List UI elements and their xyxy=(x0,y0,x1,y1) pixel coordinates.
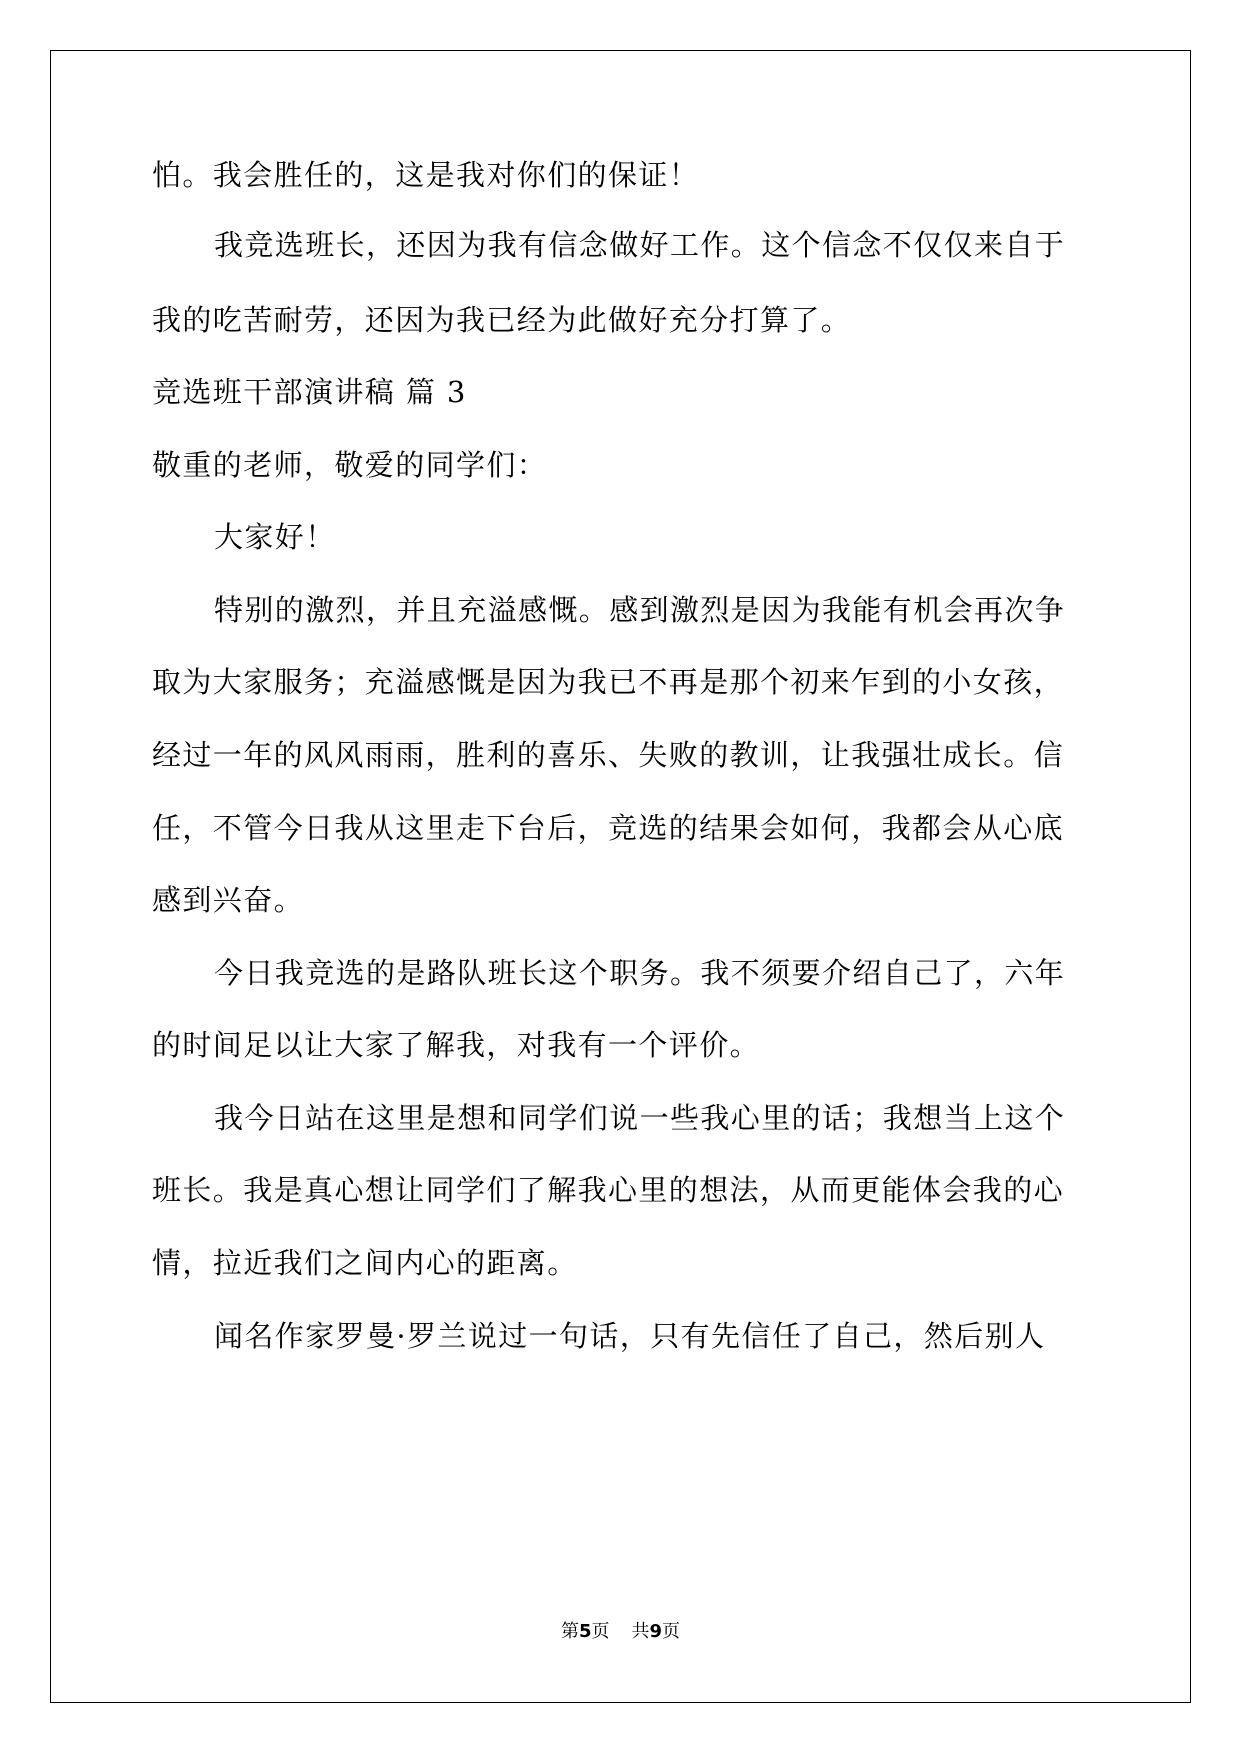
page-prefix: 第 xyxy=(560,1621,579,1642)
paragraph-line: 闻名作家罗曼·罗兰说过一句话，只有先信任了自己，然后别人 xyxy=(214,1319,1046,1353)
salutation: 敬重的老师，敬爱的同学们： xyxy=(152,448,548,482)
total-suffix: 页 xyxy=(662,1621,681,1642)
section-heading: 竞选班干部演讲稿 篇 3 xyxy=(152,375,467,409)
total-prefix: 共 xyxy=(631,1621,650,1642)
page-suffix: 页 xyxy=(591,1621,610,1642)
paragraph-line: 我竞选班长，还因为我有信念做好工作。这个信念不仅仅来自于 xyxy=(214,228,1066,262)
paragraph-line: 特别的激烈，并且充溢感慨。感到激烈是因为我能有机会再次争 xyxy=(214,593,1066,627)
page-border xyxy=(50,50,1191,1703)
current-page-number: 5 xyxy=(578,1621,592,1642)
paragraph-line: 我今日站在这里是想和同学们说一些我心里的话；我想当上这个 xyxy=(214,1101,1066,1135)
paragraph-line: 我的吃苦耐劳，还因为我已经为此做好充分打算了。 xyxy=(152,303,852,337)
paragraph-line: 任，不管今日我从这里走下台后，竞选的结果会如何，我都会从心底 xyxy=(152,811,1065,845)
paragraph-line: 的时间足以让大家了解我，对我有一个评价。 xyxy=(152,1028,761,1062)
paragraph-line: 感到兴奋。 xyxy=(152,883,305,917)
paragraph-line: 经过一年的风风雨雨，胜利的喜乐、失败的教训，让我强壮成长。信 xyxy=(152,738,1065,772)
greeting: 大家好！ xyxy=(214,520,336,554)
paragraph-line: 怕。我会胜任的，这是我对你们的保证！ xyxy=(152,158,700,192)
paragraph-line: 情，拉近我们之间内心的距离。 xyxy=(152,1246,578,1280)
total-pages-number: 9 xyxy=(649,1621,663,1642)
page-footer xyxy=(0,1620,1241,1644)
paragraph-line: 今日我竞选的是路队班长这个职务。我不须要介绍自己了，六年 xyxy=(214,956,1066,990)
paragraph-line: 班长。我是真心想让同学们了解我心里的想法，从而更能体会我的心 xyxy=(152,1173,1065,1207)
paragraph-line: 取为大家服务；充溢感慨是因为我已不再是那个初来乍到的小女孩， xyxy=(152,665,1065,699)
